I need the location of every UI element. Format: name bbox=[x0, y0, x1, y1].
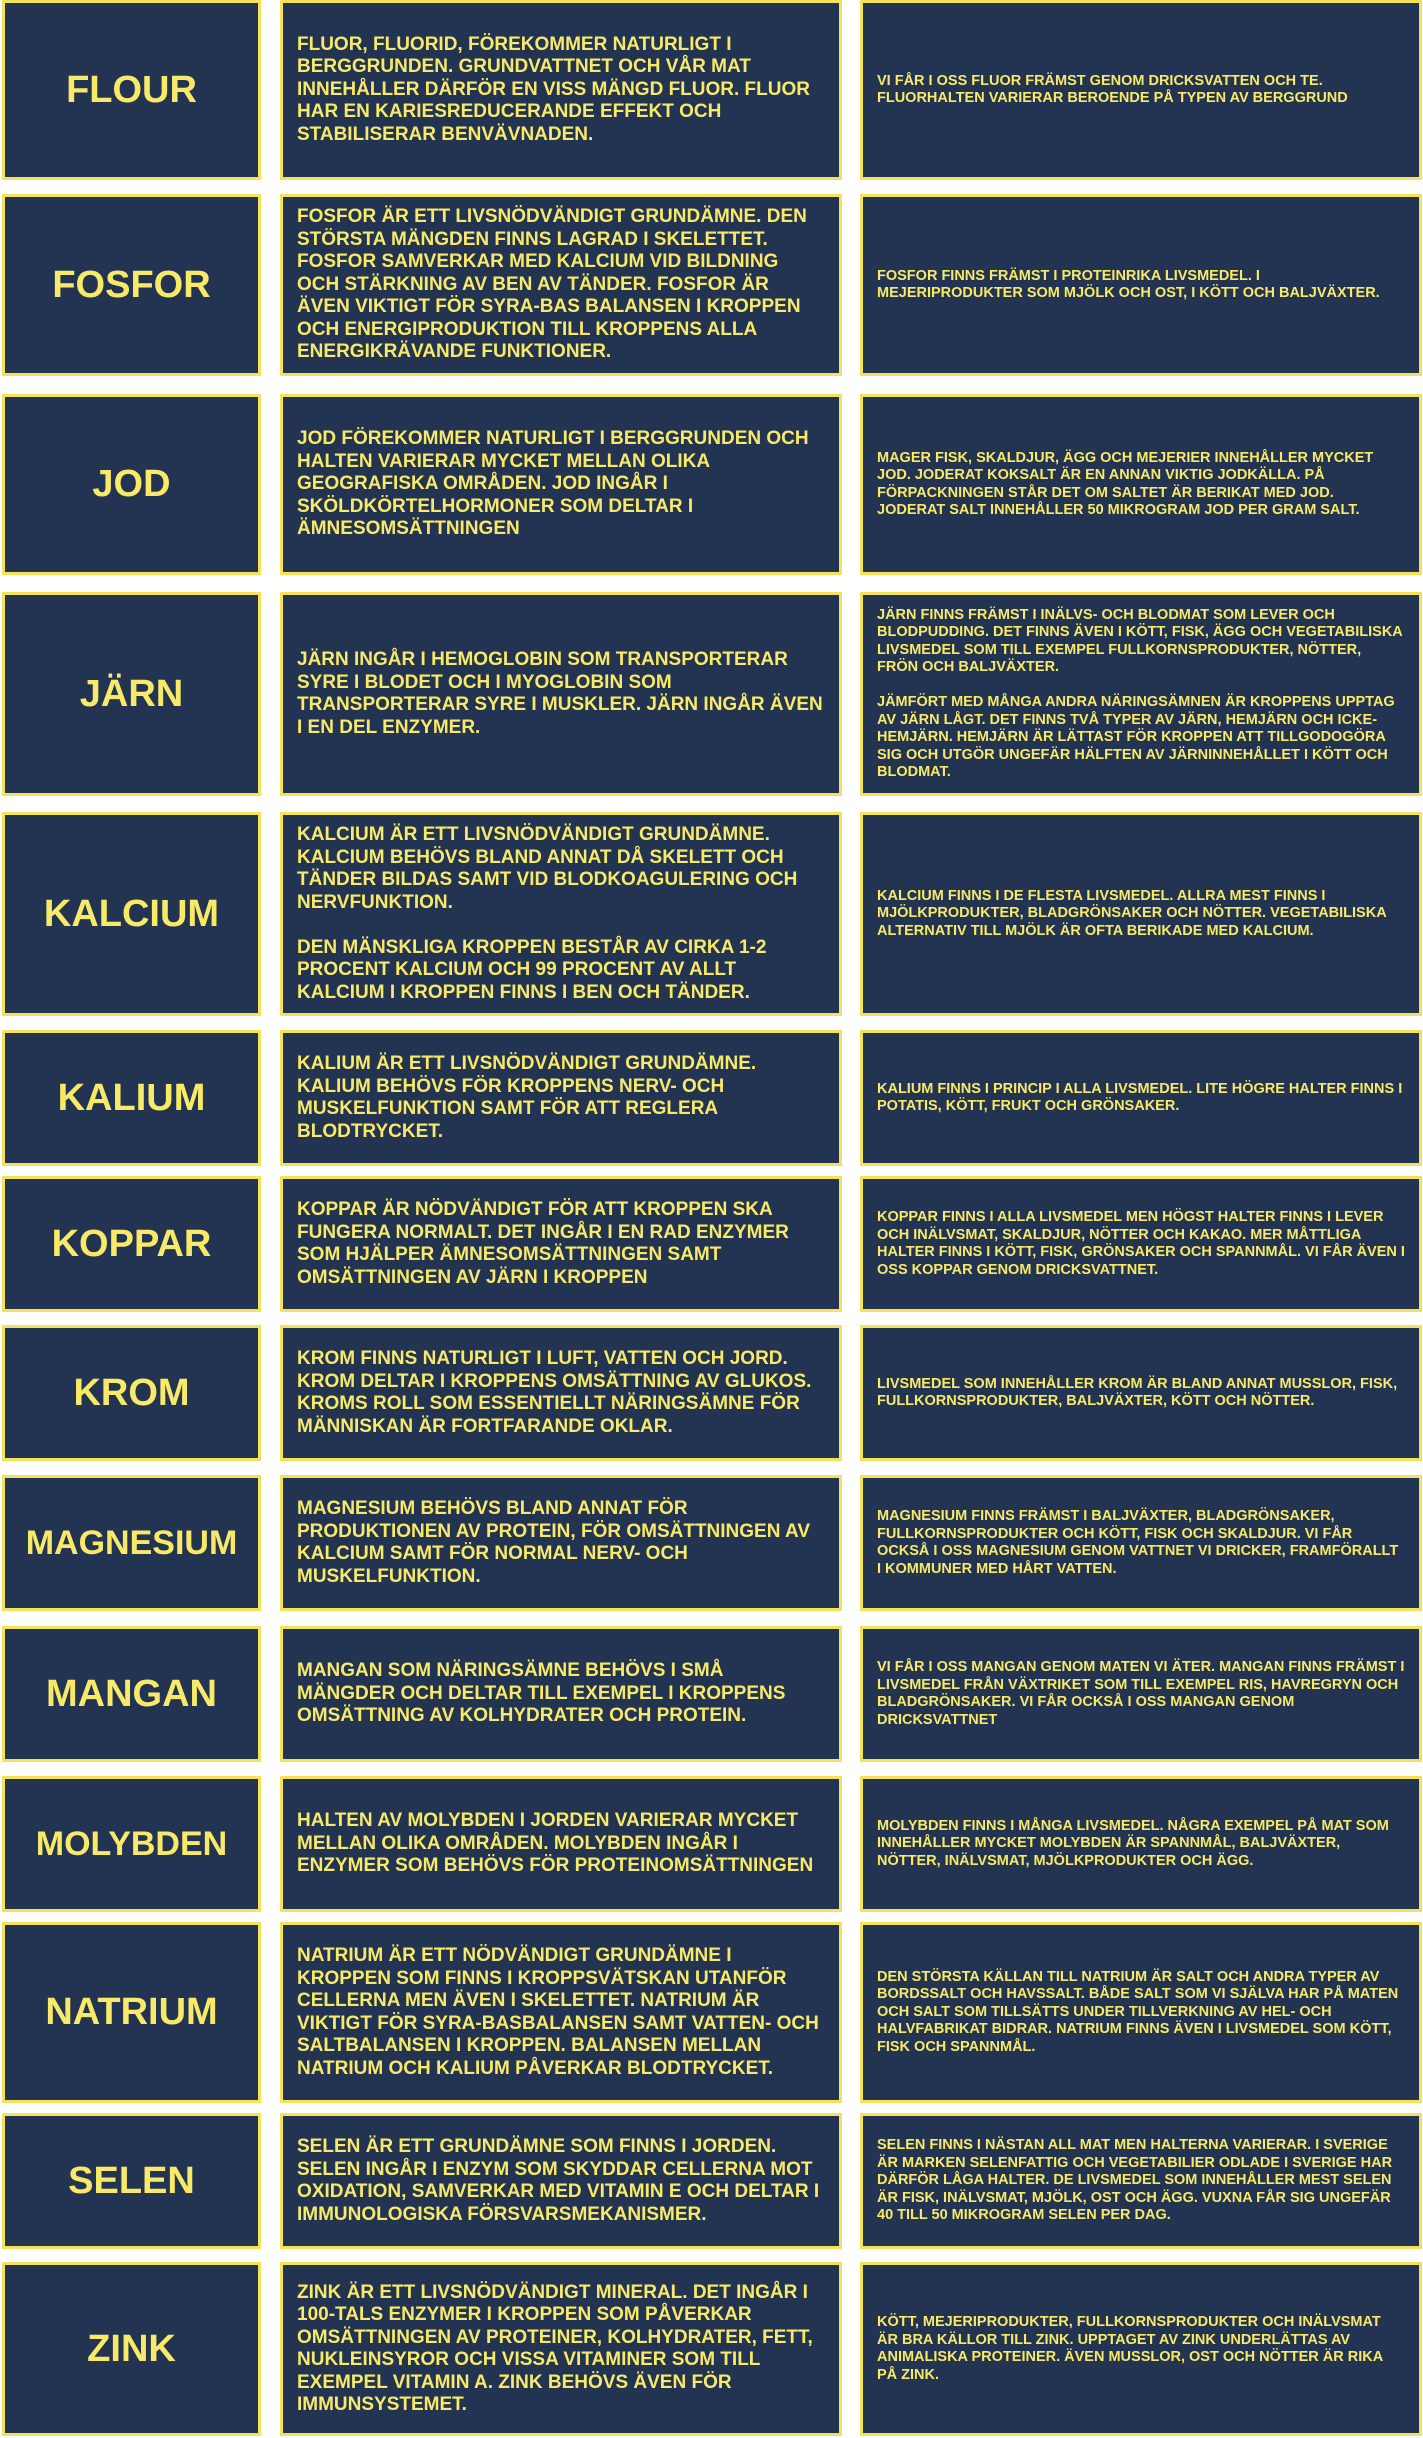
description-cell bbox=[280, 1475, 842, 1611]
mineral-name: NATRIUM bbox=[45, 1991, 218, 2033]
mineral-description: HALTEN AV MOLYBDEN I JORDEN VARIERAR MYCKET MELLAN OLIKA OMRÅDEN. MOLYBDEN INGÅR I ENZYMER SOM BEHÖVS FÖR PROTEINOMSÄTTNINGEN bbox=[297, 1810, 814, 1877]
mineral-name-cell bbox=[2, 1626, 261, 1762]
mineral-name-cell bbox=[2, 1325, 261, 1461]
mineral-sources: KALCIUM FINNS I DE FLESTA LIVSMEDEL. ALLRA MEST FINNS I MJÖLKPRODUKTER, BLADGRÖNSAKER OCH NÖTTER. VEGETABILISKA ALTERNATIV TILL MJÖLK ÄR OFTA BERIKADE MED KALCIUM. bbox=[877, 887, 1387, 939]
mineral-name-cell bbox=[2, 1776, 261, 1912]
mineral-description: SELEN ÄR ETT GRUNDÄMNE SOM FINNS I JORDEN. SELEN INGÅR I ENZYM SOM SKYDDAR CELLERNA MOT OXIDATION, SAMVERKAR MED VITAMIN E OCH DELTAR I IMMUNOLOGISKA FÖRSVARSMEKANISMER. bbox=[297, 2136, 820, 2225]
mineral-sources: KÖTT, MEJERIPRODUKTER, FULLKORNSPRODUKTER OCH INÄLVSMAT ÄR BRA KÄLLOR TILL ZINK. UPPTAGET AV ZINK UNDERLÄTTAS AV ANIMALISKA PROTEINER. ÄVEN MUSSLOR, OST OCH NÖTTER ÄR RIKA PÅ ZINK. bbox=[877, 2314, 1383, 2383]
description-cell bbox=[280, 1176, 842, 1312]
mineral-name-cell bbox=[2, 2262, 261, 2436]
mineral-name: SELEN bbox=[68, 2159, 195, 2202]
sources-cell bbox=[860, 812, 1422, 1016]
sources-cell bbox=[860, 1776, 1422, 1912]
table-row bbox=[0, 1325, 1423, 1461]
description-cell bbox=[280, 1325, 842, 1461]
mineral-name-cell bbox=[2, 2113, 261, 2249]
sources-cell bbox=[860, 1922, 1422, 2103]
description-cell bbox=[280, 592, 842, 796]
mineral-description: NATRIUM ÄR ETT NÖDVÄNDIGT GRUNDÄMNE I KROPPEN SOM FINNS I KROPPSVÄTSKAN UTANFÖR CELLERNA MEN ÄVEN I SKELETTET. NATRIUM ÄR VIKTIGT FÖR SYRA-BASBALANSEN SAMT VATTEN- OCH SALTBALANSEN I KROPPEN. BALANSEN MELLAN NATRIUM OCH KALIUM PÅVERKAR BLODTRYCKET. bbox=[297, 1945, 819, 2079]
description-cell bbox=[280, 1626, 842, 1762]
description-cell bbox=[280, 812, 842, 1016]
table-row bbox=[0, 1626, 1423, 1762]
sources-cell bbox=[860, 2262, 1422, 2436]
mineral-name: KOPPAR bbox=[51, 1222, 212, 1265]
mineral-description: MAGNESIUM BEHÖVS BLAND ANNAT FÖR PRODUKTIONEN AV PROTEIN, FÖR OMSÄTTNINGEN AV KALCIUM SAMT FÖR NORMAL NERV- OCH MUSKELFUNKTION. bbox=[297, 1498, 811, 1587]
mineral-name: MAGNESIUM bbox=[25, 1523, 238, 1562]
table-row bbox=[0, 2262, 1423, 2436]
mineral-sources: MAGNESIUM FINNS FRÄMST I BALJVÄXTER, BLADGRÖNSAKER, FULLKORNSPRODUKTER OCH KÖTT, FISK OCH SKALDJUR. VI FÅR OCKSÅ I OSS MAGNESIUM GENOM VATTNET VI DRICKER, FRAMFÖRALLT I KOMMUNER MED HÅRT VATTEN. bbox=[877, 1508, 1399, 1577]
mineral-name: JÄRN bbox=[79, 672, 184, 715]
mineral-name-cell bbox=[2, 1475, 261, 1611]
description-cell bbox=[280, 194, 842, 376]
table-row bbox=[0, 1475, 1423, 1611]
description-cell bbox=[280, 2262, 842, 2436]
description-cell bbox=[280, 1030, 842, 1166]
mineral-sources: VI FÅR I OSS FLUOR FRÄMST GENOM DRICKSVATTEN OCH TE. FLUORHALTEN VARIERAR BEROENDE PÅ TYPEN AV BERGGRUND bbox=[877, 72, 1348, 106]
mineral-description: JÄRN INGÅR I HEMOGLOBIN SOM TRANSPORTERAR SYRE I BLODET OCH I MYOGLOBIN SOM TRANSPORTERAR SYRE I MUSKLER. JÄRN INGÅR ÄVEN I EN DEL ENZYMER. bbox=[297, 649, 823, 738]
mineral-sources: MAGER FISK, SKALDJUR, ÄGG OCH MEJERIER INNEHÅLLER MYCKET JOD. JODERAT KOKSALT ÄR EN ANNAN VIKTIG JODKÄLLA. PÅ FÖRPACKNINGEN STÅR DET OM SALTET ÄR BERIKAT MED JOD. JODERAT SALT INNEHÅLLER 50 MIKROGRAM JOD PER GRAM SALT. bbox=[877, 449, 1374, 518]
mineral-sources: FOSFOR FINNS FRÄMST I PROTEINRIKA LIVSMEDEL. I MEJERIPRODUKTER SOM MJÖLK OCH OST, I KÖTT OCH BALJVÄXTER. bbox=[877, 267, 1380, 301]
sources-cell bbox=[860, 1176, 1422, 1312]
sources-cell bbox=[860, 394, 1422, 575]
table-row bbox=[0, 194, 1423, 376]
mineral-sources: MOLYBDEN FINNS I MÅNGA LIVSMEDEL. NÅGRA EXEMPEL PÅ MAT SOM INNEHÅLLER MYCKET MOLYBDEN ÄR SPANNMÅL, BALJVÄXTER, NÖTTER, INÄLVSMAT, MJÖLKPRODUKTER OCH ÄGG. bbox=[877, 1817, 1389, 1869]
mineral-name: FOSFOR bbox=[52, 263, 211, 306]
table-row bbox=[0, 812, 1423, 1016]
mineral-name: MANGAN bbox=[46, 1672, 217, 1715]
mineral-description: KALIUM ÄR ETT LIVSNÖDVÄNDIGT GRUNDÄMNE. KALIUM BEHÖVS FÖR KROPPENS NERV- OCH MUSKELFUNKTION SAMT FÖR ATT REGLERA BLODTRYCKET. bbox=[297, 1053, 757, 1142]
mineral-name: KALIUM bbox=[57, 1076, 206, 1119]
description-cell bbox=[280, 394, 842, 575]
table-row bbox=[0, 592, 1423, 796]
table-row bbox=[0, 1776, 1423, 1912]
sources-cell bbox=[860, 592, 1422, 796]
table-row bbox=[0, 1922, 1423, 2103]
mineral-name-cell bbox=[2, 1922, 261, 2103]
mineral-sources: DEN STÖRSTA KÄLLAN TILL NATRIUM ÄR SALT OCH ANDRA TYPER AV BORDSSALT OCH HAVSSALT. BÅDE SALT SOM VI SJÄLVA HAR PÅ MATEN OCH SALT SOM TILLSÄTTS UNDER TILLVERKNING AV HEL- OCH HALVFABRIKAT BIDRAR. NATRIUM FINNS ÄVEN I LIVSMEDEL SOM KÖTT, FISK OCH SPANNMÅL. bbox=[877, 1968, 1399, 2055]
mineral-name: MOLYBDEN bbox=[35, 1824, 228, 1863]
mineral-description: MANGAN SOM NÄRINGSÄMNE BEHÖVS I SMÅ MÄNGDER OCH DELTAR TILL EXEMPEL I KROPPENS OMSÄTTNING AV KOLHYDRATER OCH PROTEIN. bbox=[297, 1660, 786, 1727]
mineral-sources: KOPPAR FINNS I ALLA LIVSMEDEL MEN HÖGST HALTER FINNS I LEVER OCH INÄLVSMAT, SKALDJUR, NÖTTER OCH KAKAO. MER MÅTTLIGA HALTER FINNS I KÖTT, FISK, GRÖNSAKER OCH SPANNMÅL. VI FÅR ÄVEN I OSS KOPPAR GENOM DRICKSVATTNET. bbox=[877, 1209, 1405, 1278]
mineral-name: KALCIUM bbox=[43, 892, 220, 935]
mineral-description: FLUOR, FLUORID, FÖREKOMMER NATURLIGT I BERGGRUNDEN. GRUNDVATTNET OCH VÅR MAT INNEHÅLLER DÄRFÖR EN VISS MÄNGD FLUOR. FLUOR HAR EN KARIESREDUCERANDE EFFEKT OCH STABILISERAR BENVÄVNADEN. bbox=[297, 33, 810, 145]
description-cell bbox=[280, 1922, 842, 2103]
mineral-name: FLOUR bbox=[66, 68, 197, 111]
description-cell bbox=[280, 1776, 842, 1912]
mineral-name-cell bbox=[2, 812, 261, 1016]
table-row bbox=[0, 1176, 1423, 1312]
mineral-description: KOPPAR ÄR NÖDVÄNDIGT FÖR ATT KROPPEN SKA FUNGERA NORMALT. DET INGÅR I EN RAD ENZYMER SOM HJÄLPER ÄMNESOMSÄTTNINGEN SAMT OMSÄTTNINGEN AV JÄRN I KROPPEN bbox=[297, 1199, 789, 1288]
sources-cell bbox=[860, 1475, 1422, 1611]
sources-cell bbox=[860, 1030, 1422, 1166]
sources-cell bbox=[860, 2113, 1422, 2249]
mineral-name-cell bbox=[2, 592, 261, 796]
table-row bbox=[0, 2113, 1423, 2249]
mineral-sources: KALIUM FINNS I PRINCIP I ALLA LIVSMEDEL. LITE HÖGRE HALTER FINNS I POTATIS, KÖTT, FRUKT OCH GRÖNSAKER. bbox=[877, 1080, 1403, 1114]
sources-cell bbox=[860, 1626, 1422, 1762]
mineral-description: KROM FINNS NATURLIGT I LUFT, VATTEN OCH JORD. KROM DELTAR I KROPPENS OMSÄTTNING AV GLUKOS. KROMS ROLL SOM ESSENTIELLT NÄRINGSÄMNE FÖR MÄNNISKAN ÄR FORTFARANDE OKLAR. bbox=[297, 1348, 812, 1437]
mineral-description: ZINK ÄR ETT LIVSNÖDVÄNDIGT MINERAL. DET INGÅR I 100-TALS ENZYMER I KROPPEN SOM PÅVERKAR OMSÄTTNINGEN AV PROTEINER, KOLHYDRATER, FETT, NUKLEINSYROR OCH VISSA VITAMINER SOM TILL EXEMPEL VITAMIN A. ZINK BEHÖVS ÄVEN FÖR IMMUNSYSTEMET. bbox=[297, 2281, 813, 2415]
table-row bbox=[0, 394, 1423, 575]
mineral-description: FOSFOR ÄR ETT LIVSNÖDVÄNDIGT GRUNDÄMNE. DEN STÖRSTA MÄNGDEN FINNS LAGRAD I SKELETTET. FOSFOR SAMVERKAR MED KALCIUM VID BILDNING OCH STÄRKNING AV BEN AV TÄNDER. FOSFOR ÄR ÄVEN VIKTIGT FÖR SYRA-BAS BALANSEN I KROPPEN OCH ENERGIPRODUKTION TILL KROPPENS ALLA ENERGIKRÄVANDE FUNKTIONER. bbox=[297, 206, 807, 363]
mineral-sources: SELEN FINNS I NÄSTAN ALL MAT MEN HALTERNA VARIERAR. I SVERIGE ÄR MARKEN SELENFATTIG OCH VEGETABILIER ODLADE I SVERIGE HAR DÄRFÖR LÅGA HALTER. DE LIVSMEDEL SOM INNEHÅLLER MEST SELEN ÄR FISK, INÄLVSMAT, MJÖLK, OST OCH ÄGG. VUXNA FÅR SIG UNGEFÄR 40 TILL 50 MIKROGRAM SELEN PER DAG. bbox=[877, 2137, 1393, 2224]
table-row bbox=[0, 1030, 1423, 1166]
sources-cell bbox=[860, 194, 1422, 376]
mineral-name-cell bbox=[2, 0, 261, 180]
mineral-name-cell bbox=[2, 194, 261, 376]
sources-cell bbox=[860, 1325, 1422, 1461]
table-row bbox=[0, 0, 1423, 180]
sources-cell bbox=[860, 0, 1422, 180]
mineral-name-cell bbox=[2, 394, 261, 575]
description-cell bbox=[280, 2113, 842, 2249]
mineral-sources: VI FÅR I OSS MANGAN GENOM MATEN VI ÄTER. MANGAN FINNS FRÄMST I LIVSMEDEL FRÅN VÄXTRIKET SOM TILL EXEMPEL RIS, HAVREGRYN OCH BLADGRÖNSAKER. VI FÅR OCKSÅ I OSS MANGAN GENOM DRICKSVATTNET bbox=[877, 1659, 1405, 1728]
mineral-description: KALCIUM ÄR ETT LIVSNÖDVÄNDIGT GRUNDÄMNE. KALCIUM BEHÖVS BLAND ANNAT DÅ SKELETT OCH TÄNDER BILDAS SAMT VID BLODKOAGULERING OCH NERVFUNKTION. DEN MÄNSKLIGA KROPPEN BESTÅR AV CIRKA 1-2 PROCENT KALCIUM OCH 99 PROCENT AV ALLT KALCIUM I KROPPEN FINNS I BEN OCH TÄNDER. bbox=[297, 824, 798, 1003]
description-cell bbox=[280, 0, 842, 180]
mineral-name: KROM bbox=[73, 1371, 190, 1414]
mineral-description: JOD FÖREKOMMER NATURLIGT I BERGGRUNDEN OCH HALTEN VARIERAR MYCKET MELLAN OLIKA GEOGRAFISKA OMRÅDEN. JOD INGÅR I SKÖLDKÖRTELHORMONER SOM DELTAR I ÄMNESOMSÄTTNINGEN bbox=[297, 428, 809, 540]
mineral-name: JOD bbox=[92, 463, 171, 505]
mineral-name-cell bbox=[2, 1176, 261, 1312]
mineral-name-cell bbox=[2, 1030, 261, 1166]
mineral-sources: JÄRN FINNS FRÄMST I INÄLVS- OCH BLODMAT SOM LEVER OCH BLODPUDDING. DET FINNS ÄVEN I KÖTT, FISK, ÄGG OCH VEGETABILISKA LIVSMEDEL SOM TILL EXEMPEL FULLKORNSPRODUKTER, NÖTTER, FRÖN OCH BALJVÄXTER. JÄMFÖRT MED MÅNGA ANDRA NÄRINGSÄMNEN ÄR KROPPENS UPPTAG AV JÄRN LÅGT. DET FINNS TVÅ TYPER AV JÄRN, HEMJÄRN OCH ICKE-HEMJÄRN. HEMJÄRN ÄR LÄTTAST FÖR KROPPEN ATT TILLGODOGÖRA SIG OCH UTGÖR UNGEFÄR HÄLFTEN AV JÄRNINNEHÅLLET I KÖTT OCH BLODMAT. bbox=[877, 606, 1403, 780]
mineral-name: ZINK bbox=[87, 2327, 176, 2370]
mineral-sources: LIVSMEDEL SOM INNEHÅLLER KROM ÄR BLAND ANNAT MUSSLOR, FISK, FULLKORNSPRODUKTER, BALJVÄXTER, KÖTT OCH NÖTTER. bbox=[877, 1375, 1398, 1409]
